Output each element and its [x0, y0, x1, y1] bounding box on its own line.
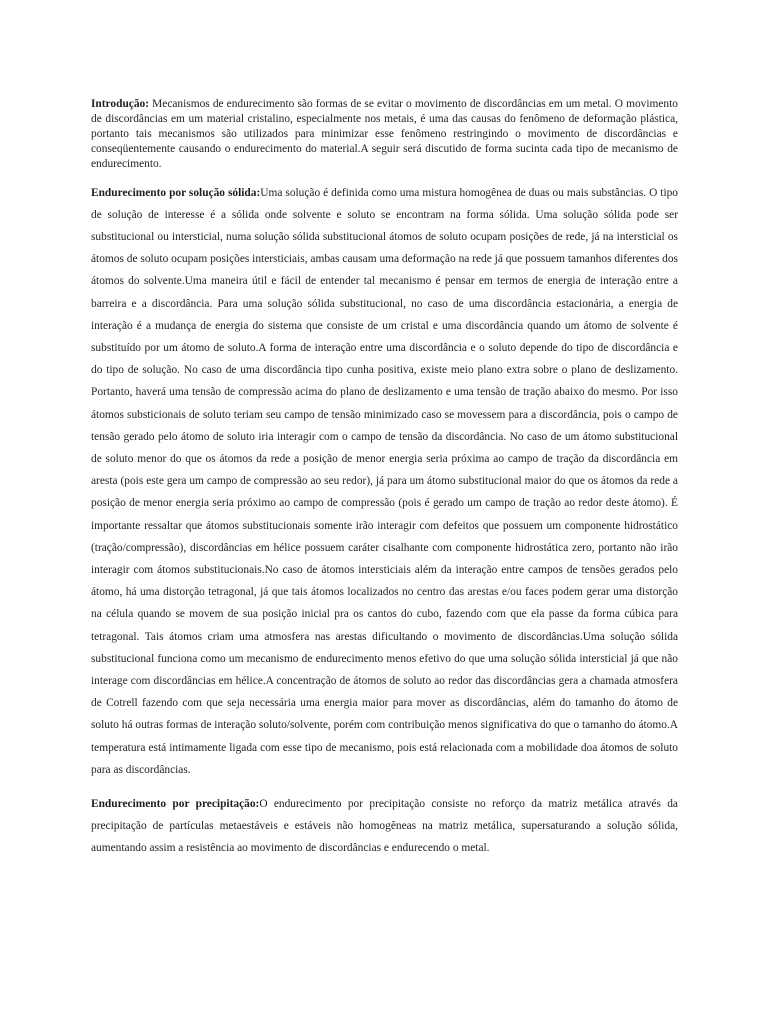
- solid-solution-heading: Endurecimento por solução sólida:: [91, 186, 261, 199]
- solid-solution-text: Uma solução é definida como uma mistura homogênea de duas ou mais substâncias. O tipo de solução de interesse é a sólida onde solvente e soluto se encontram na forma sólida. Uma solução sólida pode ser substitucional ou intersticial, numa solução sólida substitucional átomos de soluto ocupam posições de rede, já na intersticial os átomos de soluto ocupam posições intersticiais, ambas causam uma deformação na rede já que possuem tamanhos diferentes dos átomos do solvente.Uma maneira útil e fácil de entender tal mecanismo é pensar em termos de energia de interação entre a barreira e a discordância. Para uma solução sólida substitucional, no caso de uma discordância estacionária, a energia de interação é a mudança de energia do sistema que consiste de um cristal e uma discordância quando um átomo de solvente é substituído por um átomo de soluto.A forma de interação entre uma discordância e o soluto depende do tipo de discordância e do tipo de solução. No caso de uma discordância tipo cunha positiva, existe meio plano extra sobre o plano de deslizamento. Portanto, haverá uma tensão de compressão acima do plano de deslizamento e uma tensão de tração abaixo do mesmo. Por isso átomos substicionais de soluto teriam seu campo de tensão minimizado caso se movessem para a discordância, pois o campo de tensão gerado pelo átomo de soluto iria interagir com o campo de tensão da discordância. No caso de um átomo substitucional de soluto menor do que os átomos da rede a posição de menor energia seria próxima ao campo de tração da discordância em aresta (pois este gera um campo de compressão ao seu redor), já para um átomo substitucional maior do que os átomos da rede a posição de menor energia seria próximo ao campo de compressão (pois é gerado um campo de tração ao redor deste átomo). É importante ressaltar que átomos substitucionais somente irão interagir com defeitos que possuem um componente hidrostático (tração/compressão), discordâncias em hélice possuem caráter cisalhante com componente hidrostática zero, portanto não irão interagir com átomos substitucionais.No caso de átomos intersticiais além da interação entre campos de tensões gerados pelo átomo, há uma distorção tetragonal, já que tais átomos localizados no centro das arestas e/ou faces podem gerar uma distorção na célula quando se movem de sua posição inicial pra os cantos do cubo, fazendo com que ela passe da forma cúbica para tetragonal. Tais átomos criam uma atmosfera nas arestas dificultando o movimento de discordâncias.Uma solução sólida substitucional funciona como um mecanismo de endurecimento menos efetivo do que uma solução sólida intersticial já que não interage com discordâncias em hélice.A concentração de átomos de soluto ao redor das discordâncias gera a chamada atmosfera de Cotrell fazendo com que seja necessária uma energia maior para mover as discordâncias, além do tamanho do átomo de soluto há outras formas de interação soluto/solvente, porém com contribuição menos significativa do que o tamanho do átomo.A temperatura está intimamente ligada com esse tipo de mecanismo, pois está relacionada com a mobilidade doa átomos de soluto para as discordâncias.: [91, 186, 679, 776]
- precipitation-heading: Endurecimento por precipitação:: [91, 798, 260, 811]
- document-page: [91, 97, 678, 860]
- solid-solution-paragraph: [91, 182, 678, 781]
- precipitation-paragraph: [91, 793, 678, 860]
- intro-heading: Introdução:: [91, 98, 150, 110]
- intro-paragraph: [91, 97, 678, 172]
- precipitation-text: O endurecimento por precipitação consiste no reforço da matriz metálica através da precipitação de partículas metaestáveis e estáveis não homogêneas na matriz metálica, supersaturando a solução sólida, aumentando assim a resistência ao movimento de discordâncias e endurecendo o metal.: [91, 798, 678, 855]
- intro-text: Mecanismos de endurecimento são formas de se evitar o movimento de discordâncias em um metal. O movimento de discordâncias em um material cristalino, especialmente nos metais, é uma das causas do fenômeno de deformação plástica, portanto tais mecanismos são utilizados para minimizar esse fenômeno restringindo o movimento de discordâncias e conseqüentemente causando o endurecimento do material.A seguir será discutido de forma sucinta cada tipo de mecanismo de endurecimento.: [91, 98, 678, 170]
